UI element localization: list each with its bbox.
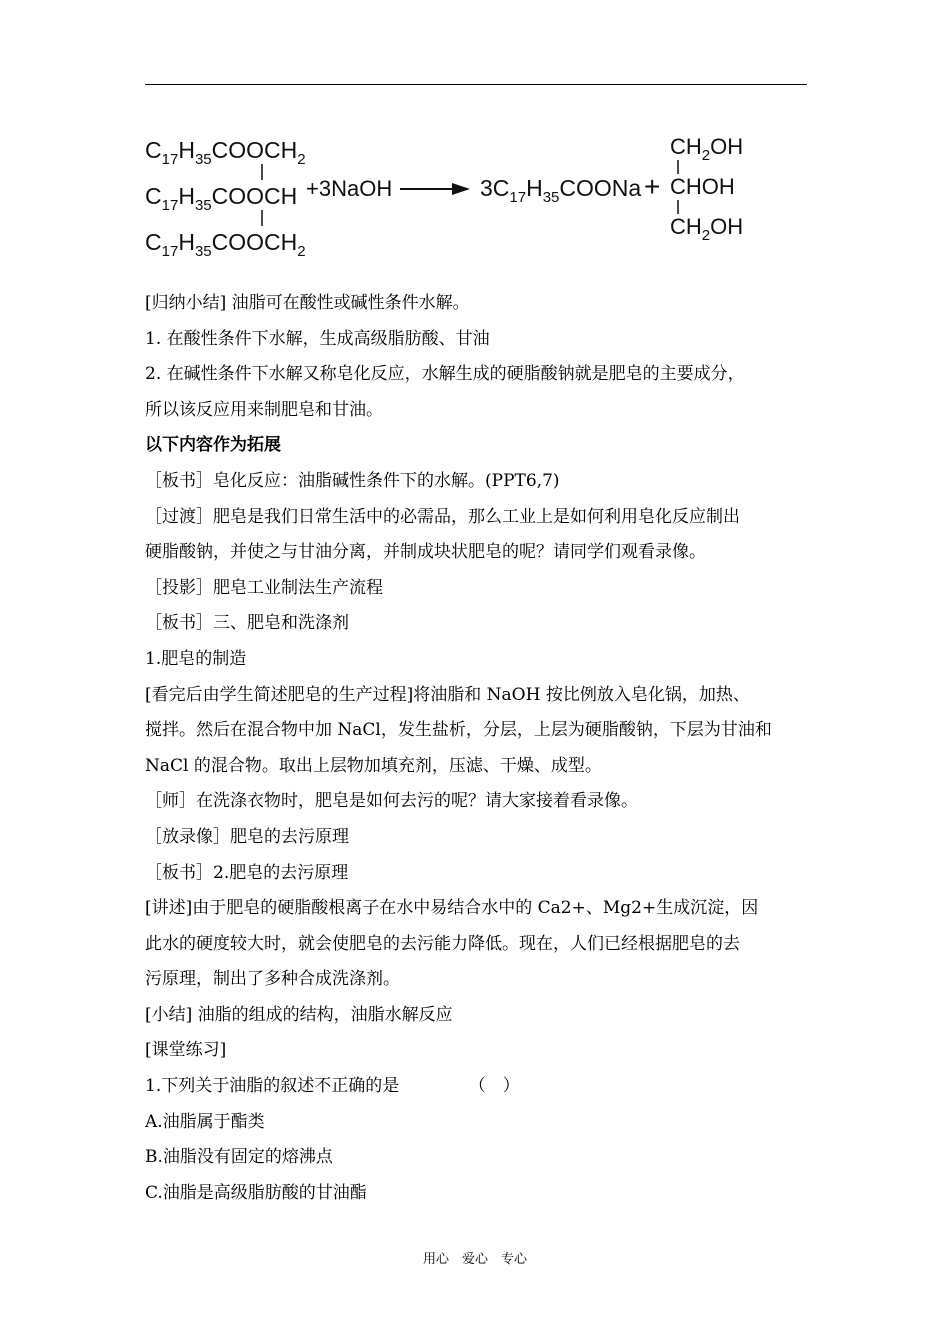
glycerol-row-2: CHOH	[670, 174, 735, 199]
sodium-stearate: $3C_{17}H_{35}COONa$	[480, 175, 642, 206]
plus-sign: +	[644, 171, 661, 202]
exercise-heading: [课堂练习]	[145, 1040, 227, 1061]
glycerol-row-1: $CH_2OH$	[670, 134, 744, 164]
triglyceride-row-2: $C_{17}H_{35}COOCH$	[145, 183, 298, 214]
lecture-line-1: [讲述]由于肥皂的硬脂酸根离子在水中易结合水中的 Ca2+、Mg2+生成沉淀，因	[145, 898, 759, 919]
triglyceride-row-3: $C_{17}H_{35}COOCH_2$	[145, 229, 306, 260]
transition-line-1: ［过渡］肥皂是我们日常生活中的必需品，那么工业上是如何利用皂化反应制出	[145, 506, 740, 527]
summary-point-2: 2. 在碱性条件下水解又称皂化反应，水解生成的硬脂酸钠就是肥皂的主要成分，	[145, 364, 745, 385]
summary-point-2-cont: 所以该反应用来制肥皂和甘油。	[145, 399, 383, 420]
lecture-line-3: 污原理，制出了多种合成洗涤剂。	[145, 969, 400, 990]
video-line: ［放录像］肥皂的去污原理	[145, 826, 349, 847]
glycerol-row-3: $CH_2OH$	[670, 214, 744, 244]
summary-line: [小结] 油脂的组成的结构，油脂水解反应	[145, 1004, 453, 1025]
teacher-line: ［师］在洗涤衣物时，肥皂是如何去污的呢？请大家接着看录像。	[145, 791, 638, 812]
process-line-1: [看完后由学生简述肥皂的生产过程]将油脂和 NaOH 按比例放入皂化锅，加热、	[145, 684, 750, 705]
option-a: A.油脂属于酯类	[145, 1111, 265, 1132]
document-body	[145, 286, 810, 1211]
question-stem: 1.下列关于油脂的叙述不正确的是 （ ）	[145, 1069, 810, 1105]
board-note-soap: ［板书］三、肥皂和洗涤剂	[145, 613, 349, 634]
summary-point-1: 1. 在酸性条件下水解，生成高级脂肪酸、甘油	[145, 328, 490, 349]
answer-blank: （ ）	[468, 1076, 520, 1097]
reaction-arrow-icon	[400, 183, 470, 195]
soap-making-heading: 1.肥皂的制造	[145, 648, 247, 669]
triglyceride-row-1: $C_{17}H_{35}COOCH_2$	[145, 137, 306, 168]
process-line-3: NaCl 的混合物。取出上层物加填充剂，压滤、干燥、成型。	[145, 755, 602, 776]
reagent-naoh: +3NaOH	[306, 176, 393, 201]
board-note-saponification: ［板书］皂化反应：油脂碱性条件下的水解。(PPT6,7)	[145, 470, 560, 491]
extension-heading: 以下内容作为拓展	[145, 435, 281, 456]
process-line-2: 搅拌。然后在混合物中加 NaCl，发生盐析，分层，上层为硬脂酸钠，下层为甘油和	[145, 720, 772, 741]
saponification-equation	[140, 128, 760, 268]
summary-heading: [归纳小结] 油脂可在酸性或碱性条件水解。	[145, 293, 470, 313]
transition-line-2: 硬脂酸钠，并使之与甘油分离，并制成块状肥皂的呢？请同学们观看录像。	[145, 542, 706, 563]
board-note-cleaning: ［板书］2.肥皂的去污原理	[145, 862, 349, 883]
lecture-line-2: 此水的硬度较大时，就会使肥皂的去污能力降低。现在，人们已经根据肥皂的去	[145, 933, 740, 954]
option-b: B.油脂没有固定的熔沸点	[145, 1147, 333, 1168]
header-rule	[145, 84, 807, 85]
page-footer: 用心 爱心 专心	[422, 1252, 527, 1267]
option-c: C.油脂是高级脂肪酸的甘油酯	[145, 1182, 367, 1203]
projection-line: ［投影］肥皂工业制法生产流程	[145, 577, 383, 598]
